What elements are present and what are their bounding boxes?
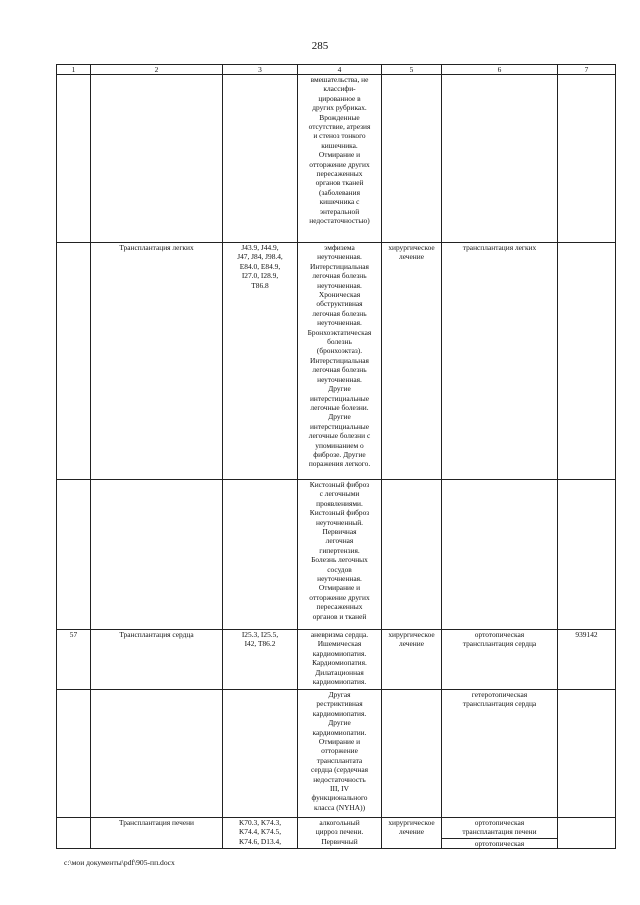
table-row <box>57 690 616 818</box>
cell-cost <box>558 243 616 480</box>
cell-procedure: Трансплантация легких <box>91 243 223 480</box>
cell-codes: J43.9, J44.9, J47, J84, J98.4, E84.0, E84.9, I27.0, I28.9, T86.8 <box>223 243 298 480</box>
cell-treatment-type: хирургическое лечение <box>382 818 442 849</box>
cell-number <box>57 75 91 243</box>
cell-treatment-type <box>382 480 442 630</box>
cell-diagnosis: аневризма сердца. Ишемическая кардиомиопатия. Кардиомиопатия. Дилатационная кардиомиопатия. <box>298 630 382 690</box>
cell-number <box>57 690 91 818</box>
cell-procedure <box>91 690 223 818</box>
cell-diagnosis: Другая рестриктивная кардиомиопатия. Другие кардиомиопатии. Отмирание и отторжение трансплантата сердца (сердечная недостаточность III, IV функционального класса (NYHA)) <box>298 690 382 818</box>
header-cell: 4 <box>298 65 382 75</box>
cell-treatment-type: хирургическое лечение <box>382 630 442 690</box>
cell-cost <box>558 818 616 849</box>
page-number: 285 <box>311 40 329 52</box>
method-orthotopic-continued: ортотопическая <box>474 838 525 848</box>
cell-method <box>442 480 558 630</box>
cell-diagnosis: алкогольный цирроз печени. Первичный <box>298 818 382 849</box>
cell-codes <box>223 75 298 243</box>
cell-method <box>442 75 558 243</box>
cell-method <box>442 818 558 849</box>
table-row <box>57 480 616 630</box>
cell-codes: K70.3, K74.3, K74.4, K74.5, K74.6, D13.4, <box>223 818 298 849</box>
cell-treatment-type <box>382 75 442 243</box>
cell-diagnosis: эмфизема неуточненная. Интерстициальная легочная болезнь неуточненная. Хроническая обструктивная легочная болезнь неуточненная. Бронхоэктатическая болезнь (бронхоэктаз). Интерстициальная легочная болезнь неуточненная. Другие интерстициальные легочные болезни. Другие интерстициальные легочные болезни с упоминанием о фиброзе. Другие поражения легкого. <box>298 243 382 480</box>
header-cell: 6 <box>442 65 558 75</box>
table-row <box>57 243 616 480</box>
cell-method: трансплантация легких <box>442 243 558 480</box>
cell-procedure <box>91 480 223 630</box>
header-cell: 5 <box>382 65 442 75</box>
file-path-footer: c:\мои документы\pdf\905-пп.docx <box>64 858 175 867</box>
method-orthotopic-liver: ортотопическая трансплантация печени <box>462 818 537 837</box>
table-row <box>57 75 616 243</box>
cell-number <box>57 480 91 630</box>
cell-treatment-type: хирургическое лечение <box>382 243 442 480</box>
cell-cost <box>558 690 616 818</box>
cell-codes <box>223 480 298 630</box>
cell-procedure: Трансплантация печени <box>91 818 223 849</box>
header-row <box>57 65 616 75</box>
cell-diagnosis: Кистозный фиброз с легочными проявлениями. Кистозный фиброз неуточненный. Первичная легочная гипертензия. Болезнь легочных сосудов неуточненная. Отмирание и отторжение других пересаженных органов и тканей <box>298 480 382 630</box>
cell-number <box>57 818 91 849</box>
header-cell: 3 <box>223 65 298 75</box>
cell-method: ортотопическая трансплантация сердца <box>442 630 558 690</box>
cell-cost <box>558 480 616 630</box>
cell-diagnosis: вмешательства, не классифи- цированное в других рубриках. Врожденные отсутствие, атрезия и стеноз тонкого кишечника. Отмирание и отторжение других пересаженных органов тканей (заболевания кишечника с энтеральной недостаточностью) <box>298 75 382 243</box>
table-row <box>57 630 616 690</box>
table-row <box>57 818 616 849</box>
cell-procedure <box>91 75 223 243</box>
cell-treatment-type <box>382 690 442 818</box>
header-cell: 2 <box>91 65 223 75</box>
cell-number: 57 <box>57 630 91 690</box>
cell-cost <box>558 75 616 243</box>
cell-codes: I25.3, I25.5, I42, T86.2 <box>223 630 298 690</box>
header-cell: 1 <box>57 65 91 75</box>
medical-procedures-table <box>56 64 616 849</box>
cell-codes <box>223 690 298 818</box>
cell-cost: 939142 <box>558 630 616 690</box>
cell-method: гетеротопическая трансплантация сердца <box>442 690 558 818</box>
cell-number <box>57 243 91 480</box>
header-cell: 7 <box>558 65 616 75</box>
cell-procedure: Трансплантация сердца <box>91 630 223 690</box>
